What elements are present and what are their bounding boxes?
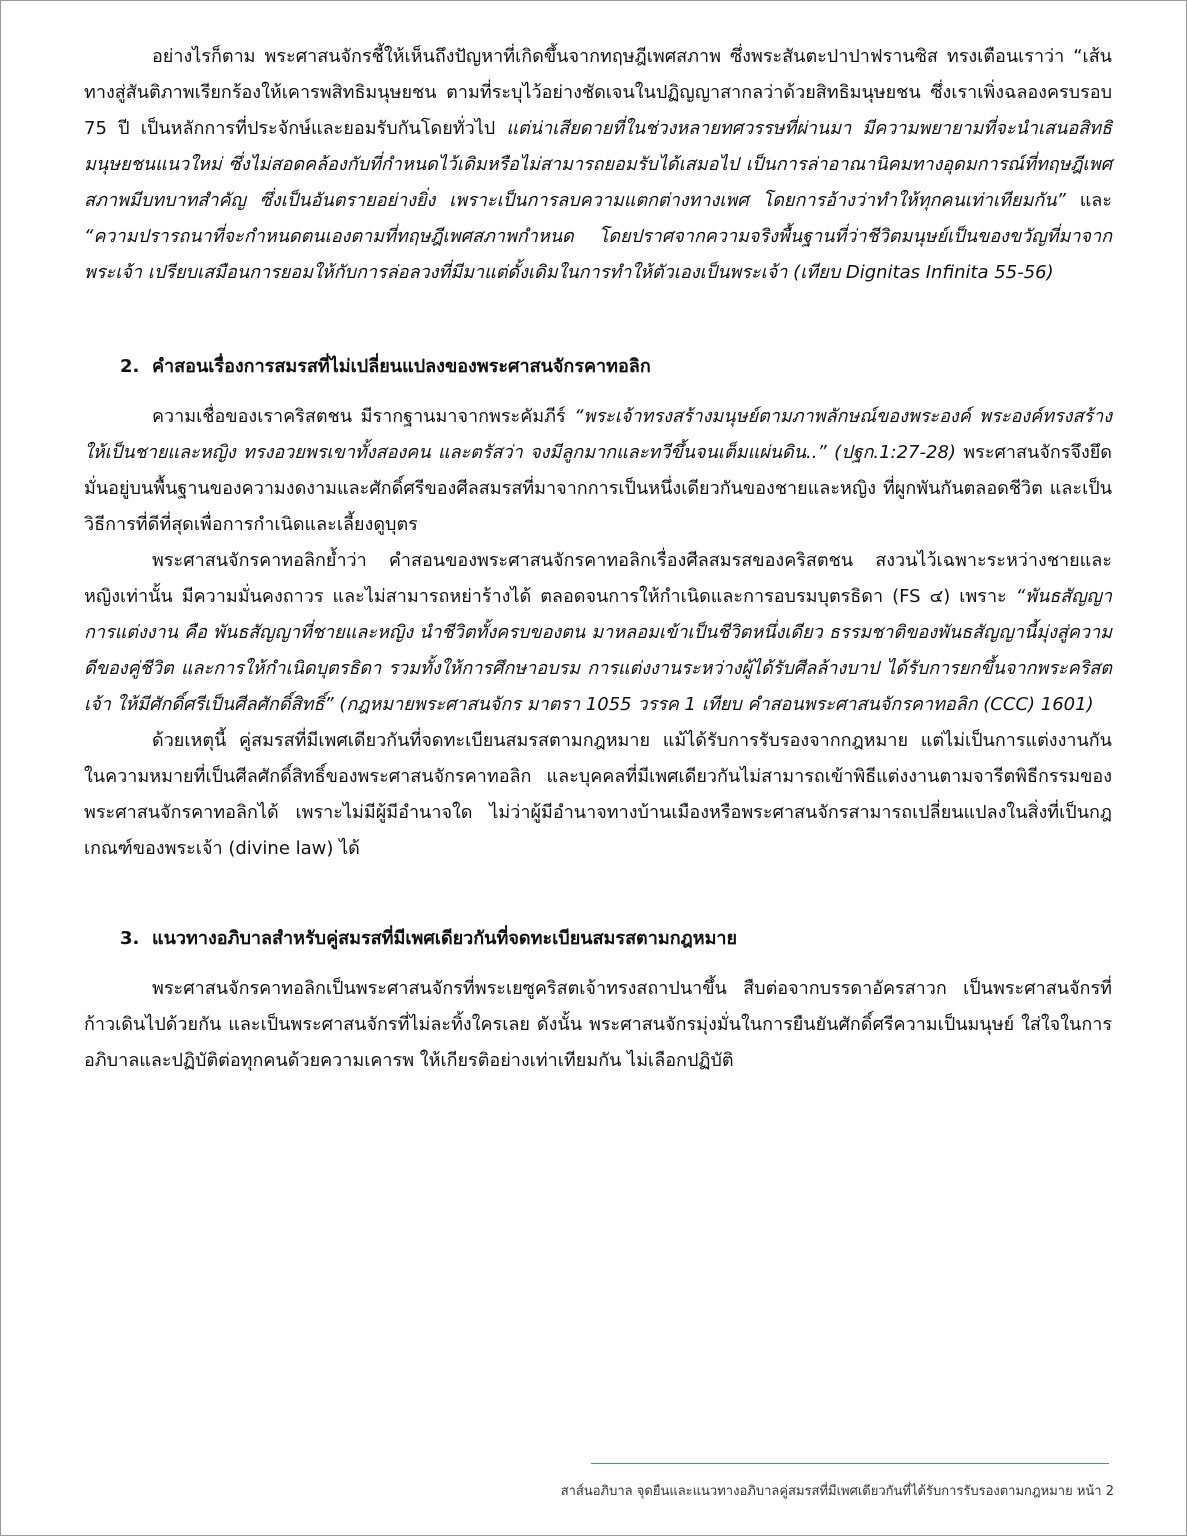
paragraph-text: อย่างไรก็ตาม พระศาสนจักรชี้ให้เห็นถึงปัญหาที่เกิดขึ้นจากทฤษฎีเพศสภาพ ซึ่งพระสันตะปาปาฟรานซิส ทรงเตือนเราว่า “เส้นทางสู่สันติภาพเรียกร้องให้เคารพสิทธิมนุษยชน ตามที่ระบุไว้อย่างชัดเจนในปฏิญญาสากลว่าด้วยสิทธิมนุษยชน ซึ่งเราเพิ่งฉลองครบรอบ 75 ปี เป็นหลักการที่ประจักษ์และยอมรับกันโดยทั่วไป	[84, 46, 1112, 139]
paragraph-pastoral-guidance	[84, 971, 1112, 1079]
paragraph-scripture	[84, 399, 1112, 543]
paragraph-marriage-teaching	[84, 543, 1112, 723]
footer-divider	[591, 1463, 1109, 1464]
section-spacer	[84, 291, 1112, 349]
section-spacer	[84, 385, 1112, 399]
section-number: 2.	[120, 356, 140, 377]
section-number: 3.	[120, 928, 140, 949]
section-heading-3	[84, 921, 1112, 957]
section-heading-2	[84, 349, 1112, 385]
paragraph-text: ด้วยเหตุนี้ คู่สมรสที่มีเพศเดียวกันที่จดทะเบียนสมรสตามกฎหมาย แม้ได้รับการรับรองจากกฎหมาย แต่ไม่เป็นการแต่งงานกันในความหมายที่เป็นศีลศักดิ์สิทธิ์ของพระศาสนจักรคาทอลิก และบุคคลที่มีเพศเดียวกันไม่สามารถเข้าพิธีแต่งงานตามจารีตพิธีกรรมของพระศาสนจักรคาทอลิกได้ เพราะไม่มีผู้มีอำนาจใด ไม่ว่าผู้มีอำนาจทางบ้านเมืองหรือพระศาสนจักรสามารถเปลี่ยนแปลงในสิ่งที่เป็นกฎเกณฑ์ของพระเจ้า (divine law) ได้	[84, 730, 1112, 859]
paragraph-text: พระศาสนจักรคาทอลิกเป็นพระศาสนจักรที่พระเยซูคริสตเจ้าทรงสถาปนาขึ้น สืบต่อจากบรรดาอัครสาวก เป็นพระศาสนจักรที่ก้าวเดินไปด้วยกัน และเป็นพระศาสนจักรที่ไม่ละทิ้งใครเลย ดังนั้น พระศาสนจักรมุ่งมั่นในการยืนยันศักดิ์ศรีความเป็นมนุษย์ ใส่ใจในการอภิบาลและปฏิบัติต่อทุกคนด้วยความเคารพ ให้เกียรติอย่างเท่าเทียมกัน ไม่เลือกปฏิบัติ	[84, 978, 1112, 1071]
section-title: แนวทางอภิบาลสำหรับคู่สมรสที่มีเพศเดียวกันที่จดทะเบียนสมรสตามกฎหมาย	[152, 928, 738, 949]
page-footer: สาส์นอภิบาล จุดยืนและแนวทางอภิบาลคู่สมรสที่มีเพศเดียวกันที่ได้รับการรับรองตามกฎหมาย หน้า 2	[560, 1484, 1114, 1499]
paragraph-quote-italic: “ความปรารถนาที่จะกำหนดตนเองตามที่ทฤษฎีเพศสภาพกำหนด โดยปราศจากความจริงพื้นฐานที่ว่าชีวิตมนุษย์เป็นของขวัญที่มาจากพระเจ้า เปรียบเสมือนการยอมให้กับการล่อลวงที่มีมาแต่ดั้งเดิมในการทำให้ตัวเองเป็นพระเจ้า (เทียบ Dignitas Infinita 55-56)	[84, 226, 1112, 283]
paragraph-text: ความเชื่อของเราคริสตชน มีรากฐานมาจากพระคัมภีร์	[152, 406, 575, 427]
paragraph-quote-italic: แต่น่าเสียดายที่ในช่วงหลายทศวรรษที่ผ่านมา มีความพยายามที่จะนำเสนอสิทธิมนุษยชนแนวใหม่ ซึ่งไม่สอดคล้องกับที่กำหนดไว้เดิมหรือไม่สามารถยอมรับได้เสมอไป เป็นการล่าอาณานิคมทางอุดมการณ์ที่ทฤษฎีเพศสภาพมีบทบาทสำคัญ ซึ่งเป็นอันตรายอย่างยิ่ง เพราะเป็นการลบความแตกต่างทางเพศ โดยการอ้างว่าทำให้ทุกคนเท่าเทียมกัน”	[84, 118, 1112, 211]
paragraph-gender-theory	[84, 39, 1112, 291]
section-spacer	[84, 867, 1112, 921]
section-spacer	[84, 957, 1112, 971]
paragraph-text: พระศาสนจักรจึงยึดมั่นอยู่บนพื้นฐานของความงดงามและศักดิ์ศรีของศีลสมรสที่มาจากการเป็นหนึ่งเดียวกันของชายและหญิง ที่ผูกพันกันตลอดชีวิต และเป็นวิธีการที่ดีที่สุดเพื่อการกำเนิดและเลี้ยงดูบุตร	[84, 442, 1112, 535]
section-title: คำสอนเรื่องการสมรสที่ไม่เปลี่ยนแปลงของพระศาสนจักรคาทอลิก	[152, 356, 651, 377]
paragraph-text: และ	[1065, 190, 1112, 211]
paragraph-quote-italic: “พันธสัญญาการแต่งงาน คือ พันธสัญญาที่ชายและหญิง นำชีวิตทั้งครบของตน มาหลอมเข้าเป็นชีวิตหนึ่งเดียว ธรรมชาติของพันธสัญญานี้มุ่งสู่ความดีของคู่ชีวิต และการให้กำเนิดบุตรธิดา รวมทั้งให้การศึกษาอบรม การแต่งงานระหว่างผู้ได้รับศีลล้างบาป ได้รับการยกขึ้นจากพระคริสตเจ้า ให้มีศักดิ์ศรีเป็นศีลศักดิ์สิทธิ์” (กฎหมายพระศาสนจักร มาตรา 1055 วรรค 1 เทียบ คำสอนพระศาสนจักรคาทอลิก (CCC) 1601)	[84, 586, 1112, 715]
paragraph-same-sex-marriage	[84, 723, 1112, 867]
paragraph-text: พระศาสนจักรคาทอลิกย้ำว่า คำสอนของพระศาสนจักรคาทอลิกเรื่องศีลสมรสของคริสตชน สงวนไว้เฉพาะระหว่างชายและหญิงเท่านั้น มีความมั่นคงถาวร และไม่สามารถหย่าร้างได้ ตลอดจนการให้กำเนิดและการอบรมบุตรธิดา (FS ๔) เพราะ	[84, 550, 1112, 607]
paragraph-quote-italic: “พระเจ้าทรงสร้างมนุษย์ตามภาพลักษณ์ของพระองค์ พระองค์ทรงสร้างให้เป็นชายและหญิง ทรงอวยพรเขาทั้งสองคน และตรัสว่า จงมีลูกมากและทวีขึ้นจนเต็มแผ่นดิน..” (ปฐก.1:27-28)	[84, 406, 1113, 463]
document-body	[84, 39, 1112, 1079]
